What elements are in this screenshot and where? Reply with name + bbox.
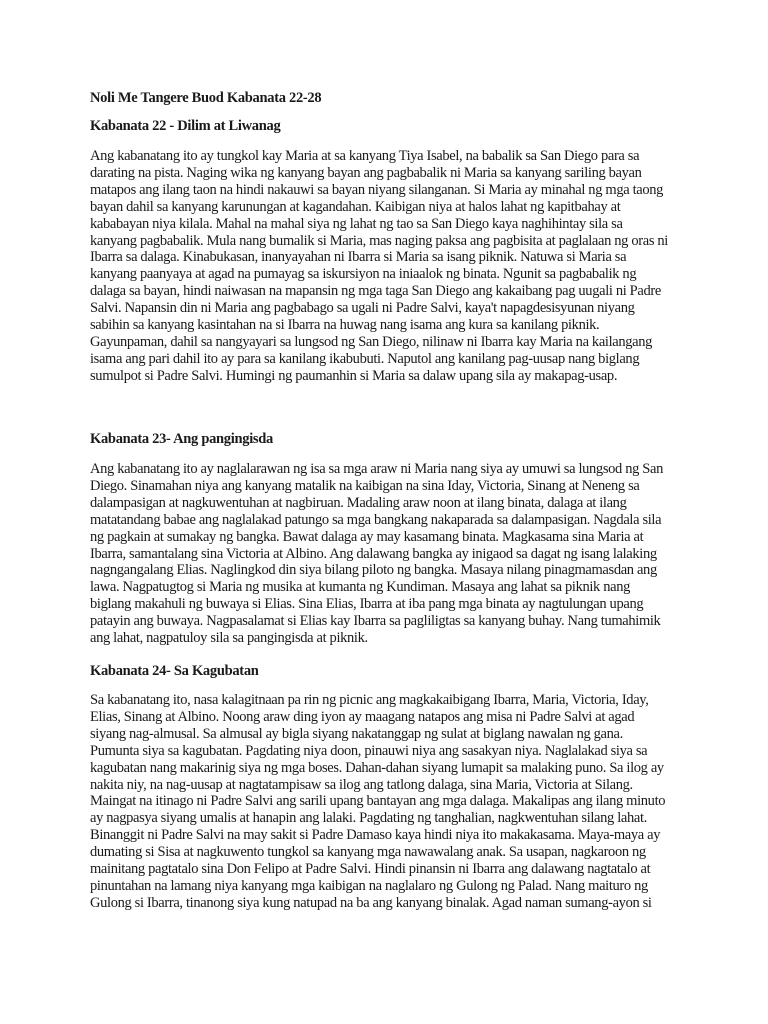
text-line: ay nagpasya siyang umalis at hanapin ang lalaki. Pagdating ng tanghalian, nagkwentuhan silang lahat.	[90, 810, 647, 827]
text-line: pinuntahan na lamang niya kanyang mga kaibigan na naglalaro ng Gulong ng Palad. Nang maituro ng	[90, 877, 648, 894]
text-line: kanyang paanyaya at agad na pumayag sa iskursiyon na iniaalok ng binata. Ngunit sa pagbabalik ng	[90, 266, 637, 283]
chapter-24-heading: Kabanata 24- Sa Kagubatan	[90, 663, 259, 679]
text-line: patayin ang buwaya. Nagpasalamat si Elias kay Ibarra sa pagliligtas sa kanyang buhay. Nang tumahimik	[90, 613, 661, 630]
text-line: mainitang pagtatalo sina Don Felipo at Padre Salvi. Hindi pinansin ni Ibarra ang dalawang nagtatalo at	[90, 861, 651, 878]
text-line: darating na pista. Naging wika ng kanyang bayan ang pagbabalik ni Maria sa kanyang sariling bayan	[90, 164, 642, 181]
text-line: nagngangalang Elias. Naglingkod din siya bilang piloto ng bangka. Masaya nilang pinagmamasdan ang	[90, 562, 657, 579]
text-line: isama ang pari dahil ito ay para sa kanilang ikabubuti. Naputol ang kanilang pag-uusap nang biglang	[90, 350, 640, 367]
text-line: Sa kabanatang ito, nasa kalagitnaan pa rin ng picnic ang magkakaibigang Ibarra, Maria, Victoria, Iday,	[90, 692, 649, 708]
text-line: Ibarra, samantalang sina Victoria at Albino. Ang dalawang bangka ay inigaod sa dagat ng isang lalaking	[90, 545, 657, 562]
text-line: Binanggit ni Padre Salvi na may sakit si Padre Damaso kaya hindi niya ito makakasama. Maya-maya ay	[90, 827, 661, 844]
text-line: dalaga sa bayan, hindi naiwasan na mapansin ng mga taga San Diego ang kakaibang pag uugali ni Padre	[90, 283, 661, 300]
text-line: Pumunta siya sa kagubatan. Pagdating niya doon, pinauwi niya ang sasakyan niya. Naglalakad siya sa	[90, 742, 648, 759]
text-line: biglang makahuli ng buwaya si Elias. Sina Elias, Ibarra at iba pang mga binata ay nagtulungan upang	[90, 596, 644, 613]
text-line: ng pagkain at sumakay ng bangka. Bawat dalaga ay may kasamang binata. Magkasama sina Maria at	[90, 528, 644, 545]
text-line: kanyang pagbabalik. Mula nang bumalik si Maria, mas naging paksa ang pagbisita at paglalaan ng oras ni	[90, 232, 668, 249]
text-line: bayan dahil sa kanyang karunungan at kagandahan. Kaibigan niya at halos lahat ng kapitbahay at	[90, 198, 621, 215]
text-line: nakita niy, na nag-uusap at nagtatampisaw sa ilog ang tatlong dalaga, sina Maria, Victoria at Silang.	[90, 776, 633, 793]
text-line: dalampasigan at nagkuwentuhan at nagbiruan. Madaling araw noon at ilang binata, dalaga at ilang	[90, 494, 627, 511]
text-line: Gulong si Ibarra, tinanong siya kung natupad na ba ang kanyang binalak. Agad naman sumang-ayon si	[90, 894, 652, 911]
text-line: matatandang babae ang naglalakad patungo sa mga bangkang nakaparada sa dalampasigan. Nagdala sila	[90, 511, 662, 528]
text-line: Ang kabanatang ito ay tungkol kay Maria at sa kanyang Tiya Isabel, na babalik sa San Diego para sa	[90, 148, 640, 164]
text-line: kagubatan nang makarinig siya ng mga boses. Dahan-dahan siyang lumapit sa malaking puno. Sa ilog ay	[90, 759, 664, 776]
text-line: dumating si Sisa at nagkuwento tungkol sa kanyang mga nawawalang anak. Sa usapan, nagkaroon ng	[90, 844, 646, 861]
chapter-24-body	[90, 692, 678, 912]
chapter-23-heading: Kabanata 23- Ang pangingisda	[90, 431, 273, 447]
text-line: Gayunpaman, dahil sa nangyayari sa lungsod ng San Diego, nilinaw ni Ibarra kay Maria na kailangang	[90, 333, 653, 350]
text-line: Ang kabanatang ito ay naglalarawan ng isa sa mga araw ni Maria nang siya ay umuwi sa lungsod ng San	[90, 461, 663, 477]
text-line: kababayan niya kilala. Mahal na mahal siya ng lahat ng tao sa San Diego kaya naghihintay sila sa	[90, 215, 623, 232]
text-line: lawa. Nagpatugtog si Maria ng musika at kumanta ng Kundiman. Masaya ang lahat sa piknik nang	[90, 579, 631, 596]
text-line: sabihin sa kanyang kasintahan na si Ibarra na huwag nang isama ang kura sa kanilang piknik.	[90, 317, 600, 334]
text-line: siyang nag-almusal. Sa almusal ay bigla siyang nakatanggap ng sulat at biglang nawalan ng gana.	[90, 725, 623, 742]
text-line: matapos ang ilang taon na hindi nakauwi sa bayan niyang silanganan. Si Maria ay minahal ng mga taong	[90, 181, 664, 198]
chapter-22-body	[90, 148, 678, 385]
chapter-22-heading: Kabanata 22 - Dilim at Liwanag	[90, 118, 281, 134]
text-line: Elias, Sinang at Albino. Noong araw ding iyon ay maagang natapos ang misa ni Padre Salvi at agad	[90, 708, 635, 725]
document-title: Noli Me Tangere Buod Kabanata 22-28	[90, 90, 322, 106]
text-line: ang lahat, nagpatuloy sila sa pangingisda at piknik.	[90, 630, 368, 647]
text-line: Maingat na itinago ni Padre Salvi ang sarili upang bantayan ang mga dalaga. Makalipas ang ilang minuto	[90, 793, 666, 810]
text-line: Salvi. Napansin din ni Maria ang pagbabago sa ugali ni Padre Salvi, kaya't napagdesisyunan niyang	[90, 300, 635, 317]
text-line: sumulpot si Padre Salvi. Humingi ng paumanhin si Maria sa dalaw upang sila ay makapag-usap.	[90, 367, 618, 384]
chapter-23-body	[90, 461, 678, 647]
text-line: Ibarra sa dalaga. Kinabukasan, inanyayahan ni Ibarra si Maria sa isang piknik. Natuwa si Maria sa	[90, 249, 627, 266]
text-line: Diego. Sinamahan niya ang kanyang matalik na kaibigan na sina Iday, Victoria, Sinang at Neneng sa	[90, 477, 640, 494]
